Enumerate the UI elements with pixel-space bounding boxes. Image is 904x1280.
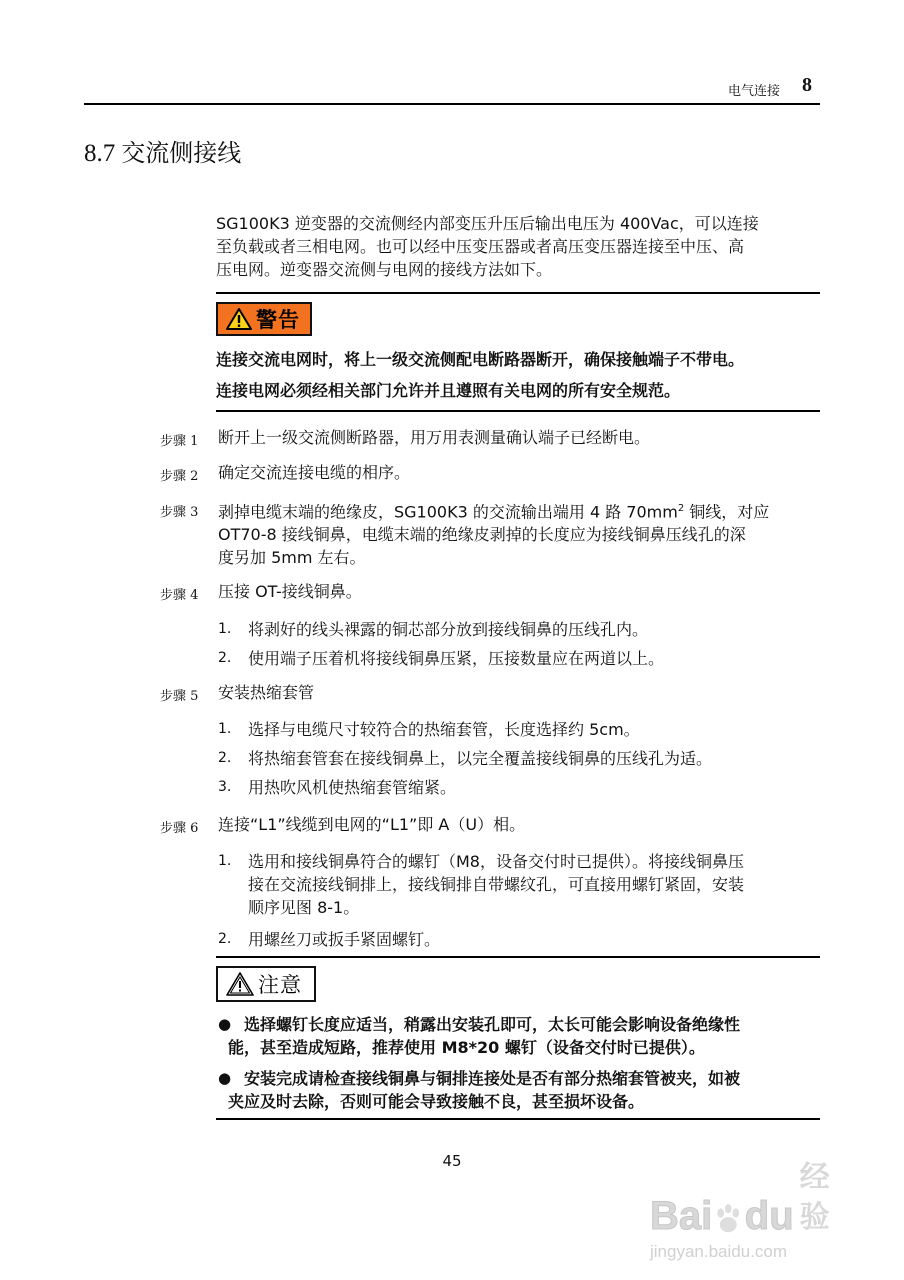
step-6-item-number: 1. — [218, 853, 232, 869]
step-6-item-line: 选用和接线铜鼻符合的螺钉（M8，设备交付时已提供）。将接线铜鼻压 — [248, 852, 744, 871]
step-5-item-text: 用热吹风机使热缩套管缩紧。 — [248, 778, 457, 797]
note-bullet-line: 选择螺钉长度应适当，稍露出安装孔即可，太长可能会影响设备绝缘性 — [244, 1015, 741, 1034]
intro-line: 压电网。逆变器交流侧与电网的接线方法如下。 — [216, 260, 553, 279]
watermark-brand: Bai — [650, 1194, 713, 1238]
section-title-text: 交流侧接线 — [121, 141, 242, 167]
section-title — [84, 133, 241, 168]
step-5-item-text: 选择与电缆尺寸较符合的热缩套管，长度选择约 5cm。 — [248, 720, 640, 739]
warning-badge — [216, 302, 312, 336]
step-3-text — [218, 497, 820, 569]
baidu-watermark — [650, 1158, 850, 1261]
step-4-text: 压接 OT-接线铜鼻。 — [218, 582, 362, 601]
bullet-dot: ● — [218, 1069, 232, 1087]
paw-icon — [714, 1198, 743, 1238]
step-4-label: 步骤 4 — [160, 588, 199, 603]
step-6-item-text — [248, 850, 820, 919]
section-number: 8.7 — [84, 140, 116, 167]
note-bullet-text — [228, 1013, 820, 1059]
bullet-dot: ● — [218, 1015, 232, 1033]
step-5-text: 安装热缩套管 — [218, 683, 315, 702]
step-5-item-number: 2. — [218, 750, 232, 766]
watermark-url: jingyan.baidu.com — [650, 1242, 788, 1261]
step-2-label: 步骤 2 — [160, 469, 199, 484]
step-3-line: OT70-8 接线铜鼻，电缆末端的绝缘皮剥掉的长度应为接线铜鼻压线孔的深 — [218, 525, 746, 545]
warning-label: 警告 — [256, 308, 300, 332]
note-label: 注意 — [258, 973, 302, 997]
warning-triangle-icon — [226, 307, 252, 331]
step-6-item-line: 接在交流接线铜排上，接线铜排自带螺纹孔，可直接用螺钉紧固，安装 — [248, 875, 745, 894]
step-4-item-text: 使用端子压着机将接线铜鼻压紧，压接数量应在两道以上。 — [248, 649, 665, 668]
step-6-item-number: 2. — [218, 931, 232, 947]
note-bullet-line: 能，甚至造成短路，推荐使用 M8*20 螺钉（设备交付时已提供）。 — [228, 1038, 705, 1057]
intro-line: 至负载或者三相电网。也可以经中压变压器或者高压变压器连接至中压、高 — [216, 237, 745, 256]
warning-top-rule — [216, 292, 820, 294]
intro-paragraph — [216, 212, 820, 281]
intro-line: SG100K3 逆变器的交流侧经内部变压升压后输出电压为 400Vac，可以连接 — [216, 214, 759, 233]
warning-bottom-rule — [216, 410, 820, 412]
watermark-brand-tail: du — [744, 1194, 794, 1238]
step-6-item-line: 顺序见图 8-1。 — [248, 898, 360, 917]
step-6-item-text: 用螺丝刀或扳手紧固螺钉。 — [248, 930, 441, 949]
note-bullet-line: 夹应及时去除，否则可能会导致接触不良，甚至损坏设备。 — [228, 1092, 645, 1111]
step-4-item-number: 1. — [218, 621, 232, 637]
header-rule — [84, 103, 820, 105]
step-5-item-number: 3. — [218, 779, 232, 795]
header-chapter-number: 8 — [802, 74, 812, 96]
step-6-label: 步骤 6 — [160, 821, 199, 836]
note-top-rule — [216, 956, 820, 958]
step-1-label: 步骤 1 — [160, 434, 199, 449]
step-6-text: 连接“L1”线缆到电网的“L1”即 A（U）相。 — [218, 815, 526, 834]
warning-text-line: 连接交流电网时，将上一级交流侧配电断路器断开，确保接触端子不带电。 — [216, 350, 745, 369]
step-3-line: 剥掉电缆末端的绝缘皮，SG100K3 的交流输出端用 4 路 $70mm^2$ 铜线，对应 — [218, 502, 770, 522]
note-bullet-line: 安装完成请检查接线铜鼻与铜排连接处是否有部分热缩套管被夹，如被 — [244, 1069, 741, 1088]
step-4-item-text: 将剥好的线头裸露的铜芯部分放到接线铜鼻的压线孔内。 — [248, 620, 649, 639]
page-number: 45 — [442, 1152, 462, 1170]
note-bullet-text — [228, 1067, 820, 1113]
step-5-item-text: 将热缩套管套在接线铜鼻上，以完全覆盖接线铜鼻的压线孔为适。 — [248, 749, 713, 768]
caution-triangle-icon — [226, 971, 254, 997]
step-2-text: 确定交流连接电缆的相序。 — [218, 463, 411, 482]
watermark-cn: 经验 — [799, 1161, 830, 1234]
warning-text-line: 连接电网必须经相关部门允许并且遵照有关电网的所有安全规范。 — [216, 381, 681, 400]
header-section-title: 电气连接 — [727, 84, 780, 99]
note-bottom-rule — [216, 1118, 820, 1120]
step-1-text: 断开上一级交流侧断路器，用万用表测量确认端子已经断电。 — [218, 428, 651, 447]
note-badge — [216, 966, 316, 1002]
step-5-item-number: 1. — [218, 721, 232, 737]
step-3-line: 度另加 5mm 左右。 — [218, 548, 366, 568]
step-3-label: 步骤 3 — [160, 505, 199, 520]
step-5-label: 步骤 5 — [160, 689, 199, 704]
step-4-item-number: 2. — [218, 650, 232, 666]
